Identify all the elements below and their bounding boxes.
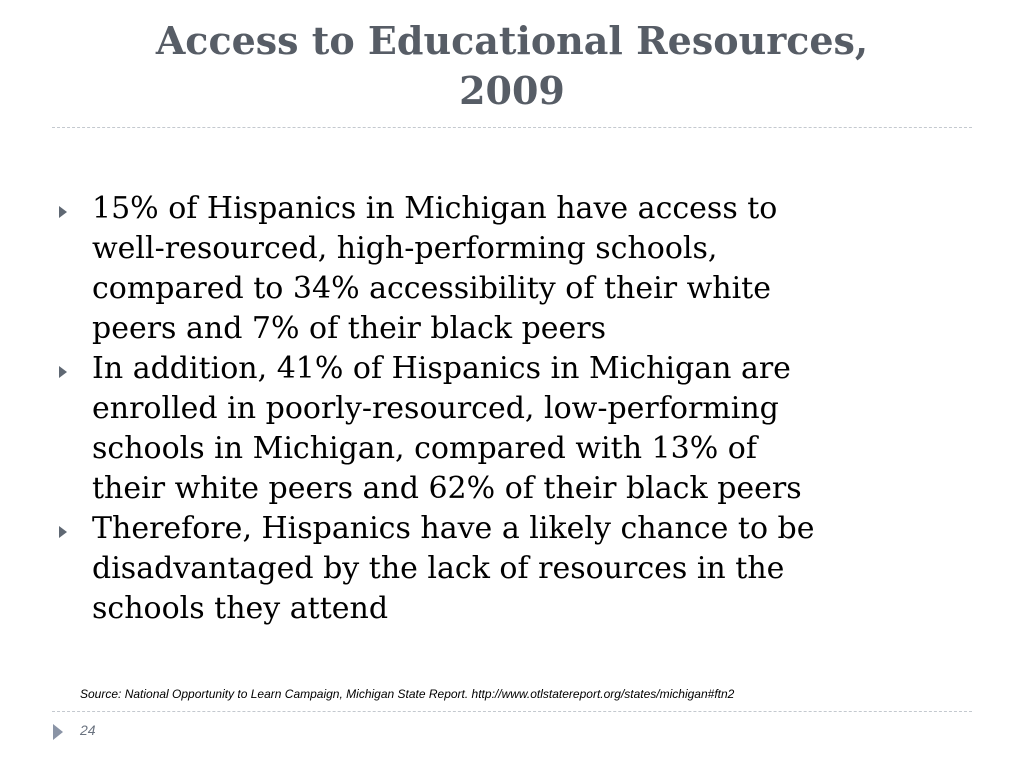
triangle-right-icon <box>58 509 92 539</box>
corner-triangle-icon <box>52 723 64 746</box>
slide-title: Access to Educational Resources, 2009 <box>155 18 869 113</box>
page-number: 24 <box>80 722 96 738</box>
footer-divider <box>52 711 972 712</box>
bullet-text: 15% of Hispanics in Michigan have access to well-resourced, high-performing schools, compared to 34% accessibility of their white peers and 7% of their black peers <box>92 191 778 346</box>
source-citation: Source: National Opportunity to Learn Campaign, Michigan State Report. http://www.otlstatereport.org/states/michigan#ftn2 <box>80 687 735 701</box>
title-divider <box>52 127 972 128</box>
triangle-right-icon <box>58 349 92 379</box>
bullet-item <box>58 349 958 509</box>
bullet-text: Therefore, Hispanics have a likely chance to be disadvantaged by the lack of resources in the schools they attend <box>92 511 815 626</box>
bullet-item <box>58 509 958 629</box>
triangle-right-icon <box>58 189 92 219</box>
bullet-list <box>58 189 958 629</box>
bullet-item <box>58 189 958 349</box>
bullet-text: In addition, 41% of Hispanics in Michigan are enrolled in poorly-resourced, low-performing schools in Michigan, compared with 13% of their white peers and 62% of their black peers <box>92 351 802 506</box>
